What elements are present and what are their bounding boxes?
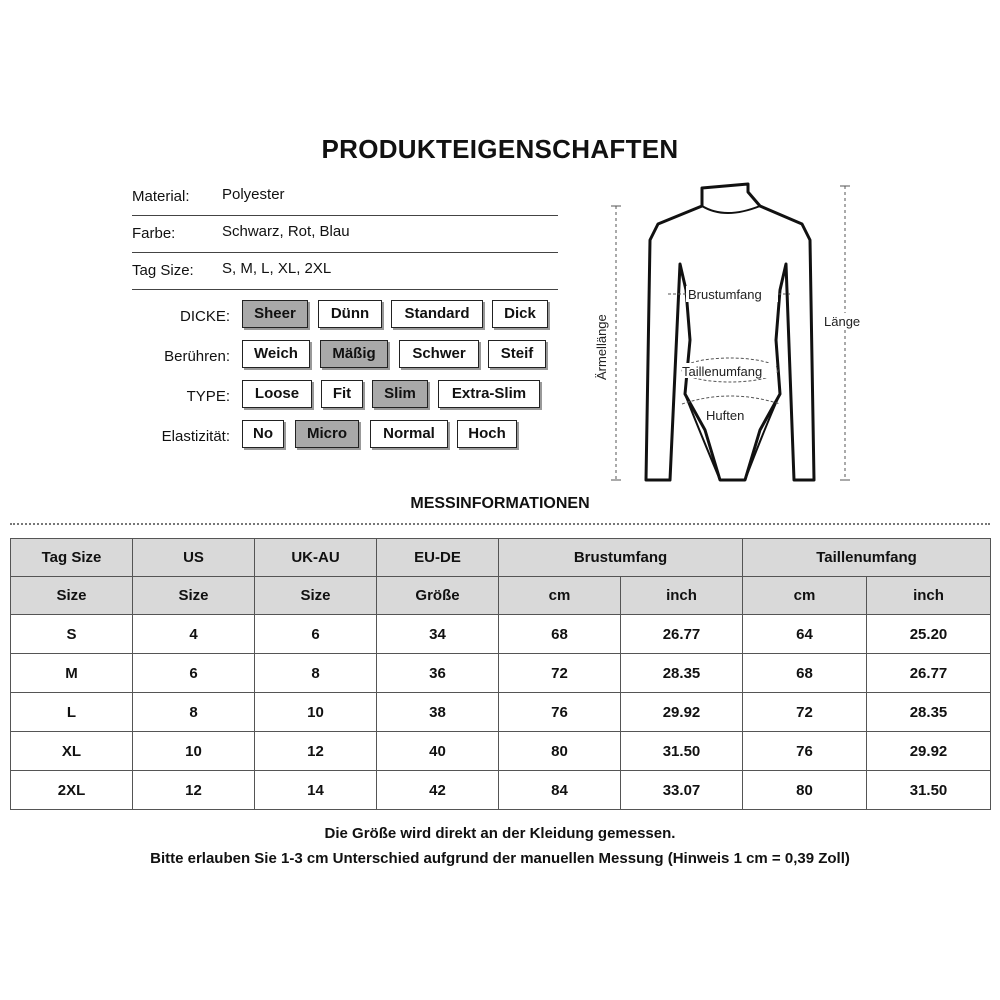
- note-line-1: Die Größe wird direkt an der Kleidung gemessen.: [324, 825, 676, 842]
- size-table: [10, 538, 991, 810]
- subheader-cell: Größe: [377, 577, 499, 615]
- diagram-label-sleeve: Ärmellänge: [594, 314, 609, 380]
- option-sheer: Sheer: [242, 300, 308, 328]
- page-title: PRODUKTEIGENSCHAFTEN: [321, 134, 679, 164]
- attribute-row-elasticity: [0, 420, 560, 450]
- table-cell: 80: [743, 771, 867, 810]
- table-cell: 29.92: [867, 732, 991, 771]
- option-weich: Weich: [242, 340, 310, 368]
- option-micro: Micro: [295, 420, 359, 448]
- property-value: S, M, L, XL, 2XL: [222, 260, 332, 277]
- option-maessig: Mäßig: [320, 340, 388, 368]
- diagram-label-length: Länge: [824, 314, 861, 329]
- attribute-label: DICKE:: [179, 308, 230, 325]
- table-cell: 2XL: [11, 771, 133, 810]
- header-cell: EU-DE: [377, 539, 499, 577]
- table-cell: 8: [133, 693, 255, 732]
- table-cell: 80: [499, 732, 621, 771]
- table-cell: 10: [133, 732, 255, 771]
- table-cell: 26.77: [621, 615, 743, 654]
- table-cell: M: [11, 654, 133, 693]
- attribute-label: Elastizität:: [161, 428, 230, 445]
- property-row-tag-size: [132, 252, 558, 290]
- table-cell: 72: [499, 654, 621, 693]
- header-cell: UK-AU: [255, 539, 377, 577]
- measurement-section-title: MESSINFORMATIONEN: [410, 495, 590, 512]
- option-no: No: [242, 420, 284, 448]
- property-value: Polyester: [222, 186, 285, 203]
- attribute-row-thickness: [0, 300, 560, 330]
- table-cell: 6: [255, 615, 377, 654]
- table-cell: 34: [377, 615, 499, 654]
- subheader-cell: cm: [499, 577, 621, 615]
- table-header-row: [11, 539, 991, 577]
- attribute-row-type: [0, 380, 560, 410]
- option-normal: Normal: [370, 420, 448, 448]
- table-cell: 26.77: [867, 654, 991, 693]
- option-duenn: Dünn: [318, 300, 382, 328]
- property-value: Schwarz, Rot, Blau: [222, 223, 350, 240]
- attribute-label: Berühren:: [164, 348, 230, 365]
- table-cell: 76: [743, 732, 867, 771]
- subheader-cell: inch: [621, 577, 743, 615]
- table-cell: 36: [377, 654, 499, 693]
- table-row: [11, 654, 991, 693]
- table-cell: 68: [499, 615, 621, 654]
- table-cell: 4: [133, 615, 255, 654]
- table-subheader-row: [11, 577, 991, 615]
- table-cell: 33.07: [621, 771, 743, 810]
- table-cell: 25.20: [867, 615, 991, 654]
- option-standard: Standard: [391, 300, 483, 328]
- subheader-cell: inch: [867, 577, 991, 615]
- table-row: [11, 693, 991, 732]
- table-cell: 68: [743, 654, 867, 693]
- property-row-color: [132, 215, 558, 253]
- property-row-material: [132, 178, 558, 216]
- option-extra-slim: Extra-Slim: [438, 380, 540, 408]
- header-cell: Brustumfang: [499, 539, 743, 577]
- option-hoch: Hoch: [457, 420, 517, 448]
- table-cell: 8: [255, 654, 377, 693]
- diagram-label-waist: Taillenumfang: [682, 364, 763, 379]
- option-dick: Dick: [492, 300, 548, 328]
- diagram-label-hips: Huften: [706, 408, 745, 423]
- diagram-label-chest: Brustumfang: [688, 287, 762, 302]
- dotted-divider: [10, 523, 990, 525]
- option-fit: Fit: [321, 380, 363, 408]
- table-cell: L: [11, 693, 133, 732]
- property-label: Farbe:: [132, 225, 176, 242]
- option-loose: Loose: [242, 380, 312, 408]
- note-line-2: Bitte erlauben Sie 1-3 cm Unterschied aufgrund der manuellen Messung (Hinweis 1 cm = 0,39 Zoll): [150, 850, 850, 867]
- attribute-label: TYPE:: [186, 388, 230, 405]
- table-cell: XL: [11, 732, 133, 771]
- table-cell: 31.50: [867, 771, 991, 810]
- subheader-cell: cm: [743, 577, 867, 615]
- subheader-cell: Size: [133, 577, 255, 615]
- table-row: [11, 615, 991, 654]
- property-label: Material:: [132, 188, 190, 205]
- table-cell: 64: [743, 615, 867, 654]
- table-cell: 14: [255, 771, 377, 810]
- property-label: Tag Size:: [132, 262, 194, 279]
- table-cell: 28.35: [867, 693, 991, 732]
- table-cell: 76: [499, 693, 621, 732]
- table-cell: 72: [743, 693, 867, 732]
- option-slim: Slim: [372, 380, 428, 408]
- table-cell: 42: [377, 771, 499, 810]
- attribute-row-touch: [0, 340, 560, 370]
- bodysuit-measurement-diagram: [590, 180, 890, 490]
- table-cell: 29.92: [621, 693, 743, 732]
- header-cell: Tag Size: [11, 539, 133, 577]
- subheader-cell: Size: [255, 577, 377, 615]
- table-cell: 40: [377, 732, 499, 771]
- table-cell: 28.35: [621, 654, 743, 693]
- header-cell: Taillenumfang: [743, 539, 991, 577]
- table-cell: 12: [133, 771, 255, 810]
- option-schwer: Schwer: [399, 340, 479, 368]
- table-cell: S: [11, 615, 133, 654]
- table-row: [11, 732, 991, 771]
- option-steif: Steif: [488, 340, 546, 368]
- table-cell: 10: [255, 693, 377, 732]
- table-cell: 6: [133, 654, 255, 693]
- table-cell: 38: [377, 693, 499, 732]
- table-cell: 84: [499, 771, 621, 810]
- table-cell: 12: [255, 732, 377, 771]
- table-cell: 31.50: [621, 732, 743, 771]
- header-cell: US: [133, 539, 255, 577]
- subheader-cell: Size: [11, 577, 133, 615]
- table-row: [11, 771, 991, 810]
